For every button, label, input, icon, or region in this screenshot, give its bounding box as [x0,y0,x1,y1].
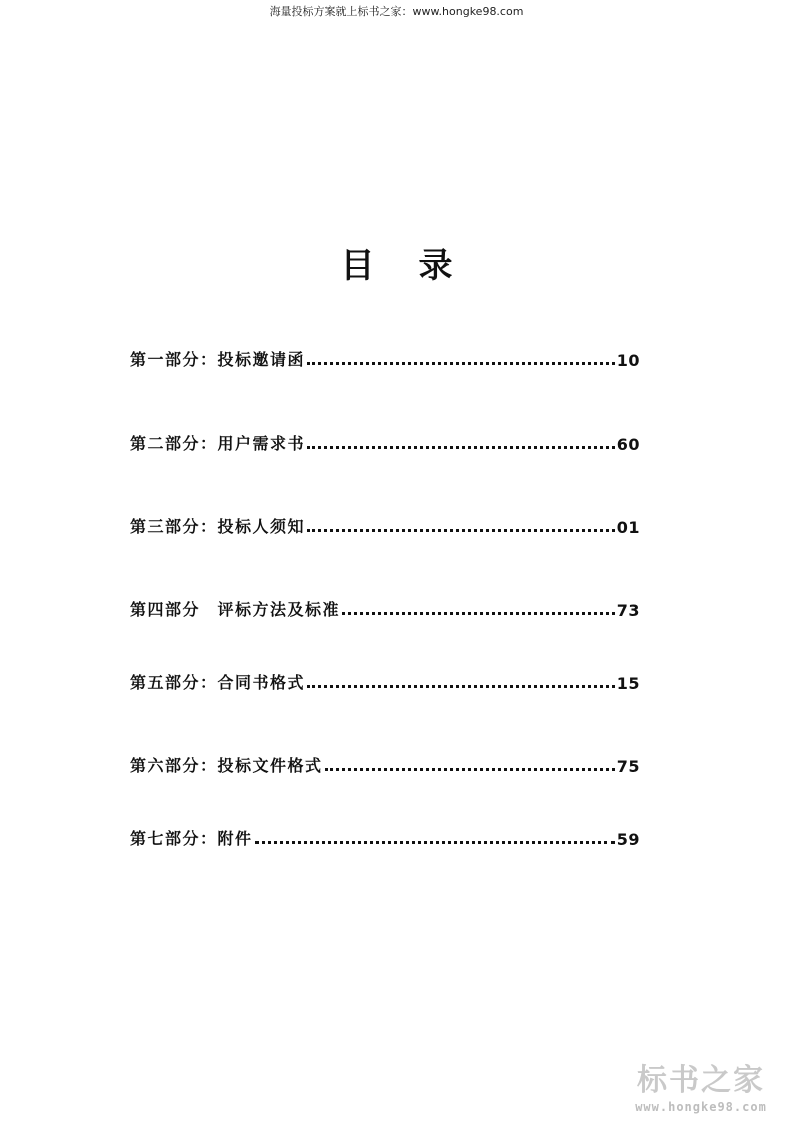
toc-entry-label: 第五部分：合同书格式 [130,673,306,692]
toc-entry-page: 59 [616,830,640,849]
toc-entry-label: 第四部分 评标方法及标准 [130,600,341,619]
toc-entry-part-1[interactable] [130,346,640,370]
watermark-logo: 标书之家 [637,1063,765,1098]
toc-dot-leader [307,529,615,532]
toc-dot-leader [255,841,615,844]
header-site-note: 海量投标方案就上标书之家：www.hongke98.com [269,5,524,18]
toc-entry-page: 73 [616,601,640,620]
toc-entry-label: 第二部分：用户需求书 [130,434,306,453]
toc-entry-label: 第六部分：投标文件格式 [130,756,323,775]
toc-dot-leader [307,446,615,449]
toc-dot-leader [342,612,615,615]
toc-entry-part-3[interactable] [130,513,640,537]
toc-entry-part-4[interactable] [130,596,640,620]
toc-entry-page: 01 [616,518,640,537]
toc-entry-part-6[interactable] [130,752,640,776]
toc-dot-leader [325,768,615,771]
toc-entry-page: 60 [616,435,640,454]
toc-title: 目录 [340,246,497,286]
toc-entry-page: 15 [616,674,640,693]
toc-entry-part-5[interactable] [130,669,640,693]
toc-entry-label: 第七部分：附件 [130,829,253,848]
toc-entry-label: 第一部分：投标邀请函 [130,350,306,369]
toc-entry-part-2[interactable] [130,430,640,454]
toc-dot-leader [307,362,615,365]
watermark-url: www.hongke98.com [635,1100,767,1114]
site-watermark [621,1062,781,1114]
toc-entry-page: 10 [616,351,640,370]
toc-dot-leader [307,685,615,688]
toc-entry-label: 第三部分：投标人须知 [130,517,306,536]
toc-entry-page: 75 [616,757,640,776]
toc-entry-part-7[interactable] [130,825,640,849]
